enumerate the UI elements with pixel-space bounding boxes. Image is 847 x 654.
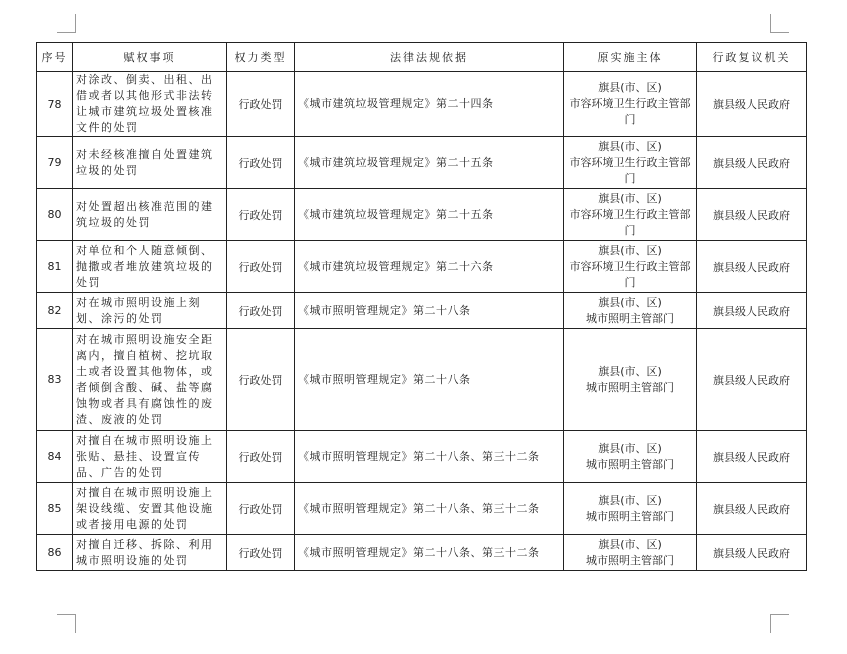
row-original-subject [564,483,697,535]
row-original-subject [564,535,697,571]
row-number: 86 [37,535,73,571]
row-legal-basis: 《城市建筑垃圾管理规定》第二十六条 [295,241,564,293]
row-number: 78 [37,72,73,137]
row-review-organ: 旗县级人民政府 [697,293,807,329]
table-row [37,431,807,483]
subject-department: 城市照明主管部门 [586,457,674,471]
subject-department: 市容环境卫生行政主管部门 [569,155,691,185]
row-power-type: 行政处罚 [227,293,295,329]
crop-mark-top-right [770,14,789,33]
row-review-organ: 旗县级人民政府 [697,241,807,293]
subject-region: 旗县(市、区) [598,139,662,153]
subject-region: 旗县(市、区) [598,493,662,507]
table-row [37,535,807,571]
row-number: 79 [37,137,73,189]
row-original-subject [564,329,697,431]
row-original-subject [564,293,697,329]
row-review-organ: 旗县级人民政府 [697,189,807,241]
subject-department: 市容环境卫生行政主管部门 [569,97,691,126]
row-legal-basis: 《城市照明管理规定》第二十八条、第三十二条 [295,483,564,535]
row-power-type: 行政处罚 [227,483,295,535]
row-original-subject [564,72,697,137]
row-original-subject [564,137,697,189]
row-review-organ: 旗县级人民政府 [697,431,807,483]
row-legal-basis: 《城市照明管理规定》第二十八条、第三十二条 [295,535,564,571]
subject-department: 市容环境卫生行政主管部门 [569,259,691,289]
header-original-subject: 原实施主体 [564,43,697,72]
row-matter: 对未经核准擅自处置建筑垃圾的处罚 [73,137,227,189]
row-power-type: 行政处罚 [227,189,295,241]
row-number: 82 [37,293,73,329]
subject-region: 旗县(市、区) [598,81,662,94]
row-power-type: 行政处罚 [227,329,295,431]
row-original-subject [564,241,697,293]
row-legal-basis: 《城市建筑垃圾管理规定》第二十五条 [295,137,564,189]
row-legal-basis: 《城市照明管理规定》第二十八条、第三十二条 [295,431,564,483]
row-review-organ: 旗县级人民政府 [697,329,807,431]
subject-region: 旗县(市、区) [598,191,662,205]
row-number: 81 [37,241,73,293]
authority-table [36,42,807,571]
table-header-row [37,43,807,72]
row-power-type: 行政处罚 [227,137,295,189]
subject-department: 城市照明主管部门 [586,311,674,325]
row-matter: 对擅自迁移、拆除、利用城市照明设施的处罚 [73,535,227,571]
row-matter: 对擅自在城市照明设施上架设线缆、安置其他设施或者接用电源的处罚 [73,483,227,535]
subject-department: 城市照明主管部门 [586,553,674,567]
row-review-organ: 旗县级人民政府 [697,483,807,535]
subject-department: 城市照明主管部门 [586,509,674,523]
row-matter: 对处置超出核准范围的建筑垃圾的处罚 [73,189,227,241]
row-legal-basis: 《城市建筑垃圾管理规定》第二十五条 [295,189,564,241]
crop-mark-bottom-right [770,614,789,633]
row-power-type: 行政处罚 [227,241,295,293]
row-matter: 对单位和个人随意倾倒、抛撒或者堆放建筑垃圾的处罚 [73,241,227,293]
row-review-organ: 旗县级人民政府 [697,535,807,571]
header-empowered-matter: 赋权事项 [73,43,227,72]
subject-region: 旗县(市、区) [598,441,662,455]
row-number: 84 [37,431,73,483]
table-row [37,293,807,329]
crop-mark-top-left [57,14,76,33]
table-row [37,72,807,137]
subject-region: 旗县(市、区) [598,243,662,257]
row-number: 83 [37,329,73,431]
row-review-organ: 旗县级人民政府 [697,72,807,137]
header-serial-number: 序号 [37,43,73,72]
header-review-organ: 行政复议机关 [697,43,807,72]
subject-region: 旗县(市、区) [598,364,662,378]
table-row [37,329,807,431]
row-original-subject [564,189,697,241]
row-legal-basis: 《城市建筑垃圾管理规定》第二十四条 [295,72,564,137]
row-matter: 对在城市照明设施上刻划、涂污的处罚 [73,293,227,329]
table-row [37,189,807,241]
row-original-subject [564,431,697,483]
table-row [37,137,807,189]
row-number: 85 [37,483,73,535]
table-row [37,241,807,293]
subject-department: 市容环境卫生行政主管部门 [569,207,691,237]
header-power-type: 权力类型 [227,43,295,72]
table-row [37,483,807,535]
header-legal-basis: 法律法规依据 [295,43,564,72]
row-power-type: 行政处罚 [227,431,295,483]
row-matter: 对擅自在城市照明设施上张贴、悬挂、设置宣传品、广告的处罚 [73,431,227,483]
row-matter: 对在城市照明设施安全距离内，擅自植树、挖坑取土或者设置其他物体，或者倾倒含酸、碱、盐等腐蚀物或者具有腐蚀性的废渣、废液的处罚 [73,329,227,431]
row-power-type: 行政处罚 [227,72,295,137]
row-legal-basis: 《城市照明管理规定》第二十八条 [295,293,564,329]
subject-region: 旗县(市、区) [598,537,662,551]
subject-region: 旗县(市、区) [598,295,662,309]
row-review-organ: 旗县级人民政府 [697,137,807,189]
row-legal-basis: 《城市照明管理规定》第二十八条 [295,329,564,431]
row-number: 80 [37,189,73,241]
crop-mark-bottom-left [57,614,76,633]
subject-department: 城市照明主管部门 [586,380,674,394]
row-matter: 对涂改、倒卖、出租、出借或者以其他形式非法转让城市建筑垃圾处置核准文件的处罚 [73,72,227,137]
row-power-type: 行政处罚 [227,535,295,571]
